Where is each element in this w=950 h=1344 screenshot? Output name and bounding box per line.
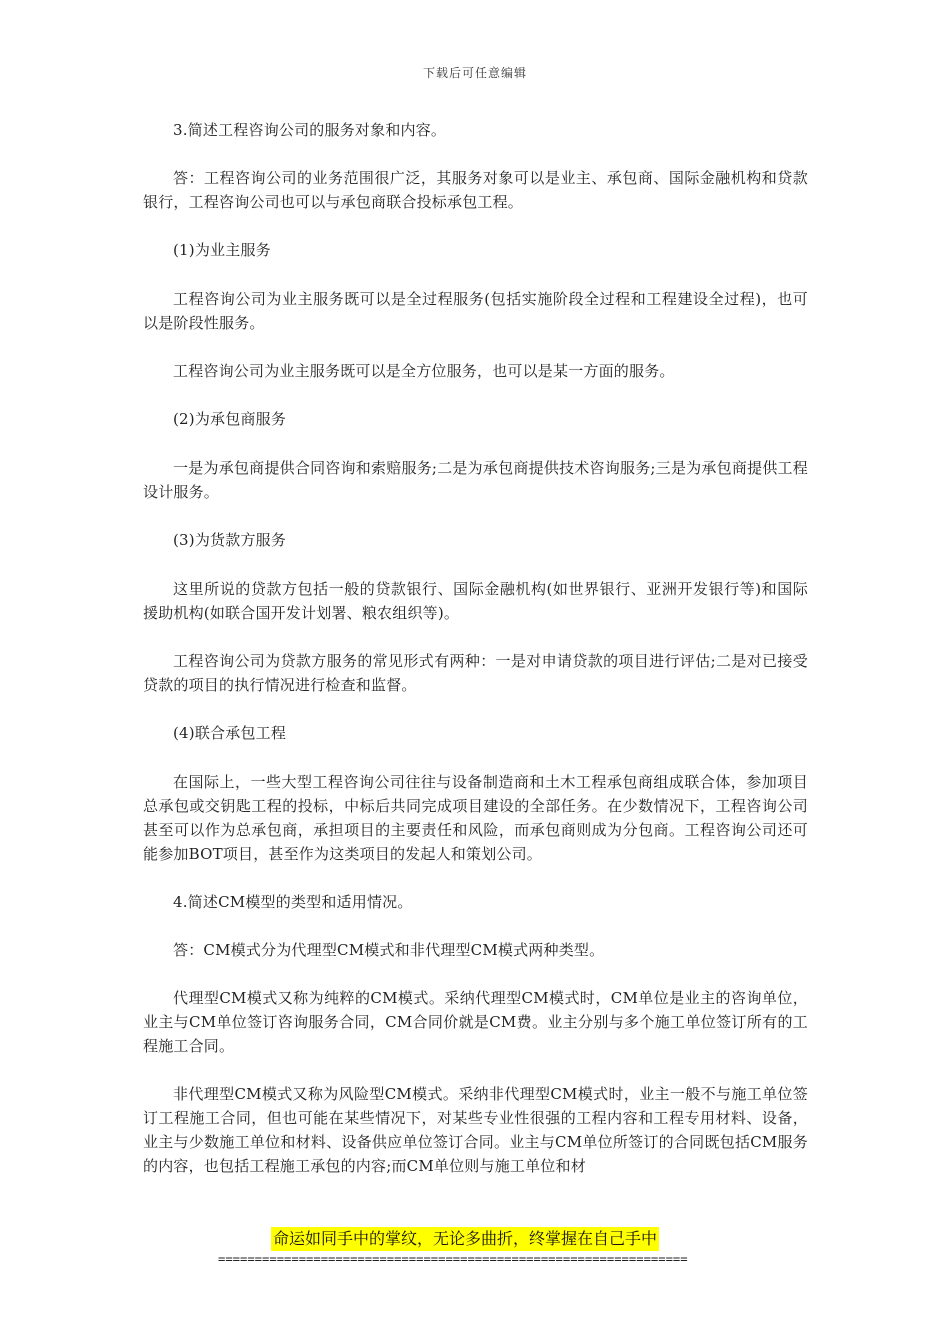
section-heading: (1)为业主服务 xyxy=(173,241,271,259)
question-heading: 4.简述CM模型的类型和适用情况。 xyxy=(173,893,413,911)
body-paragraph: 工程咨询公司为贷款方服务的常见形式有两种：一是对申请贷款的项目进行评估;二是对已接受贷款的项目的执行情况进行检查和监督。 xyxy=(143,652,808,694)
header-note: 下载后可任意编辑 xyxy=(422,66,527,80)
document-body xyxy=(143,118,808,1202)
body-paragraph: 代理型CM模式又称为纯粹的CM模式。采纳代理型CM模式时，CM单位是业主的咨询单位，业主与CM单位签订咨询服务合同，CM合同价就是CM费。业主分别与多个施工单位签订所有的工程施工合同。 xyxy=(143,989,808,1055)
footer-rule: ================================================================ xyxy=(218,1252,688,1266)
question-heading: 3.简述工程咨询公司的服务对象和内容。 xyxy=(173,121,447,139)
body-paragraph: 这里所说的贷款方包括一般的贷款银行、国际金融机构(如世界银行、亚洲开发银行等)和国际援助机构(如联合国开发计划署、粮农组织等)。 xyxy=(143,580,808,622)
body-paragraph: 工程咨询公司为业主服务既可以是全过程服务(包括实施阶段全过程和工程建设全过程)，也可以是阶段性服务。 xyxy=(143,290,808,332)
answer-paragraph: 答：CM模式分为代理型CM模式和非代理型CM模式两种类型。 xyxy=(173,941,605,959)
section-heading: (2)为承包商服务 xyxy=(173,410,287,428)
answer-paragraph: 答：工程咨询公司的业务范围很广泛，其服务对象可以是业主、承包商、国际金融机构和贷款银行，工程咨询公司也可以与承包商联合投标承包工程。 xyxy=(143,169,808,211)
body-paragraph: 在国际上，一些大型工程咨询公司往往与设备制造商和土木工程承包商组成联合体，参加项目总承包或交钥匙工程的投标，中标后共同完成项目建设的全部任务。在少数情况下，工程咨询公司甚至可以作为总承包商，承担项目的主要责任和风险，而承包商则成为分包商。工程咨询公司还可能参加BOT项目，甚至作为这类项目的发起人和策划公司。 xyxy=(143,773,808,863)
body-paragraph: 非代理型CM模式又称为风险型CM模式。采纳非代理型CM模式时，业主一般不与施工单位签订工程施工合同，但也可能在某些情况下，对某些专业性很强的工程内容和工程专用材料、设备，业主与少数施工单位和材料、设备供应单位签订合同。业主与CM单位所签订的合同既包括CM服务的内容，也包括工程施工承包的内容;而CM单位则与施工单位和材 xyxy=(143,1085,808,1175)
footer-banner: 命运如同手中的掌纹，无论多曲折，终掌握在自己手中 xyxy=(271,1227,659,1251)
section-heading: (4)联合承包工程 xyxy=(173,724,287,742)
body-paragraph: 工程咨询公司为业主服务既可以是全方位服务，也可以是某一方面的服务。 xyxy=(173,362,675,380)
body-paragraph: 一是为承包商提供合同咨询和索赔服务;二是为承包商提供技术咨询服务;三是为承包商提供工程设计服务。 xyxy=(143,459,808,501)
section-heading: (3)为货款方服务 xyxy=(173,531,287,549)
